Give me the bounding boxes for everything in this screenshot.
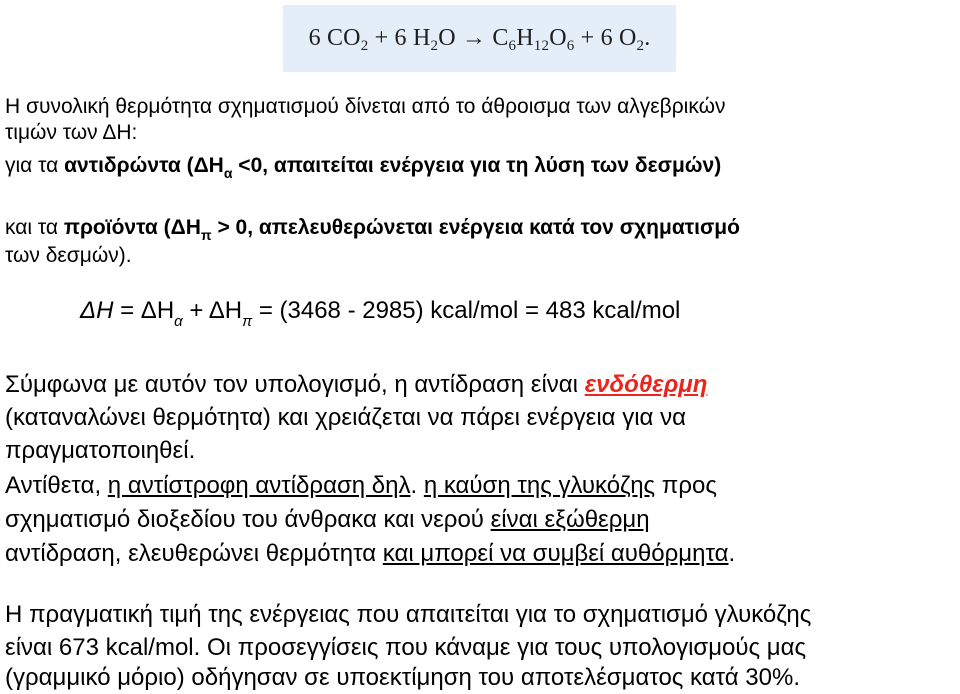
- endothermic-highlight: ενδόθερμη: [584, 371, 708, 398]
- real-value-line-3: (γραμμικό μόριο) οδήγησαν σε υποεκτίμηση του αποτελέσματος κατά 30%.: [5, 664, 801, 691]
- conclusion-line-5: σχηματισμό διοξεδίου του άνθρακα και νερού είναι εξώθερμη: [5, 506, 650, 533]
- products-line-2: των δεσμών).: [5, 244, 132, 267]
- intro-line-1: Η συνολική θερμότητα σχηματισμού δίνεται από το άθροισμα των αλγεβρικών: [5, 95, 726, 118]
- photosynthesis-equation: 6 $CO_2 + 6$ $H_2O \to C_6H_{12}O_6 + 6$ $O_2$.: [308, 25, 651, 54]
- real-value-line-2: είναι 673 kcal/mol. Οι προσεγγίσεις που κάναμε για τους υπολογισμούς μας: [5, 634, 807, 661]
- reactants-line: για τα αντιδρώντα ($\Delta H_\alpha <0$, απαιτείται ενέργεια για τη λύση των δεσμών): [5, 154, 722, 181]
- enthalpy-formula: $\Delta H = \Delta H_\alpha + \Delta H_\pi = (3468 - 2985)$ kcal/mol = 483 kcal/mol: [80, 297, 681, 330]
- conclusion-line-4: Αντίθετα, η αντίστροφη αντίδραση δηλ. η καύση της γλυκόζης προς: [5, 472, 717, 499]
- conclusion-line-3: πραγματοποιηθεί.: [5, 437, 196, 464]
- conclusion-line-1: Σύμφωνα με αυτόν τον υπολογισμό, η αντίδραση είναι ενδόθερμη: [5, 371, 708, 398]
- intro-line-2: τιμών των ΔΗ:: [5, 121, 138, 144]
- real-value-line-1: Η πραγματική τιμή της ενέργειας που απαιτείται για το σχηματισμό γλυκόζης: [5, 601, 812, 628]
- products-line: και τα προϊόντα ($\Delta H_\pi > 0$, απελευθερώνεται ενέργεια κατά τον σχηματισμό: [5, 216, 740, 243]
- equation-image: [283, 5, 676, 72]
- conclusion-line-6: αντίδραση, ελευθερώνει θερμότητα και μπορεί να συμβεί αυθόρμητα.: [5, 540, 736, 567]
- conclusion-line-2: (καταναλώνει θερμότητα) και χρειάζεται να πάρει ενέργεια για να: [5, 404, 686, 431]
